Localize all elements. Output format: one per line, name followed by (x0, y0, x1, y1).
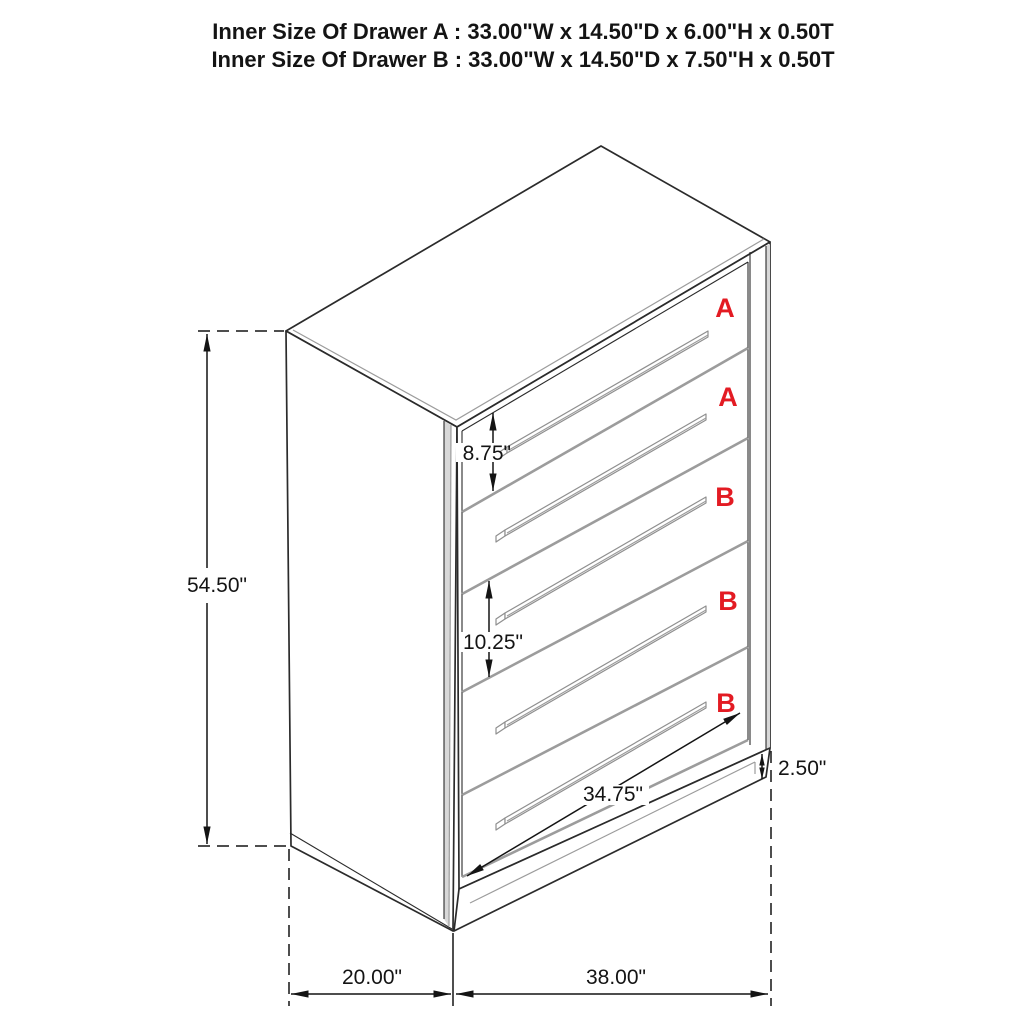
base-height-dimension (762, 751, 826, 1006)
overall-height-value: 54.50" (186, 574, 248, 597)
drawer-2-label: A (718, 382, 738, 412)
width-value: 38.00" (585, 966, 647, 989)
header-line-a: Inner Size Of Drawer A : 33.00"W x 14.50"D x 6.00"H x 0.50T (212, 19, 834, 44)
header-line-b: Inner Size Of Drawer B : 33.00"W x 14.50"D x 7.50"H x 0.50T (211, 47, 835, 72)
drawer-5-label: B (716, 688, 736, 718)
drawer-b-height-value: 10.25" (462, 631, 524, 654)
depth-value: 20.00" (341, 966, 403, 989)
chest-drawing (286, 146, 770, 931)
drawer-a-height-value: 8.75" (462, 442, 511, 465)
base-height-value: 2.50" (778, 757, 827, 780)
drawer-3-label: B (715, 482, 735, 512)
overall-height-dimension (187, 331, 287, 846)
drawer-1-label: A (715, 293, 735, 323)
front-diagonal-value: 34.75" (582, 783, 644, 806)
drawer-4-label: B (718, 586, 738, 616)
right-stile-band (766, 244, 770, 749)
left-side-panel (286, 331, 457, 931)
header (211, 19, 835, 72)
